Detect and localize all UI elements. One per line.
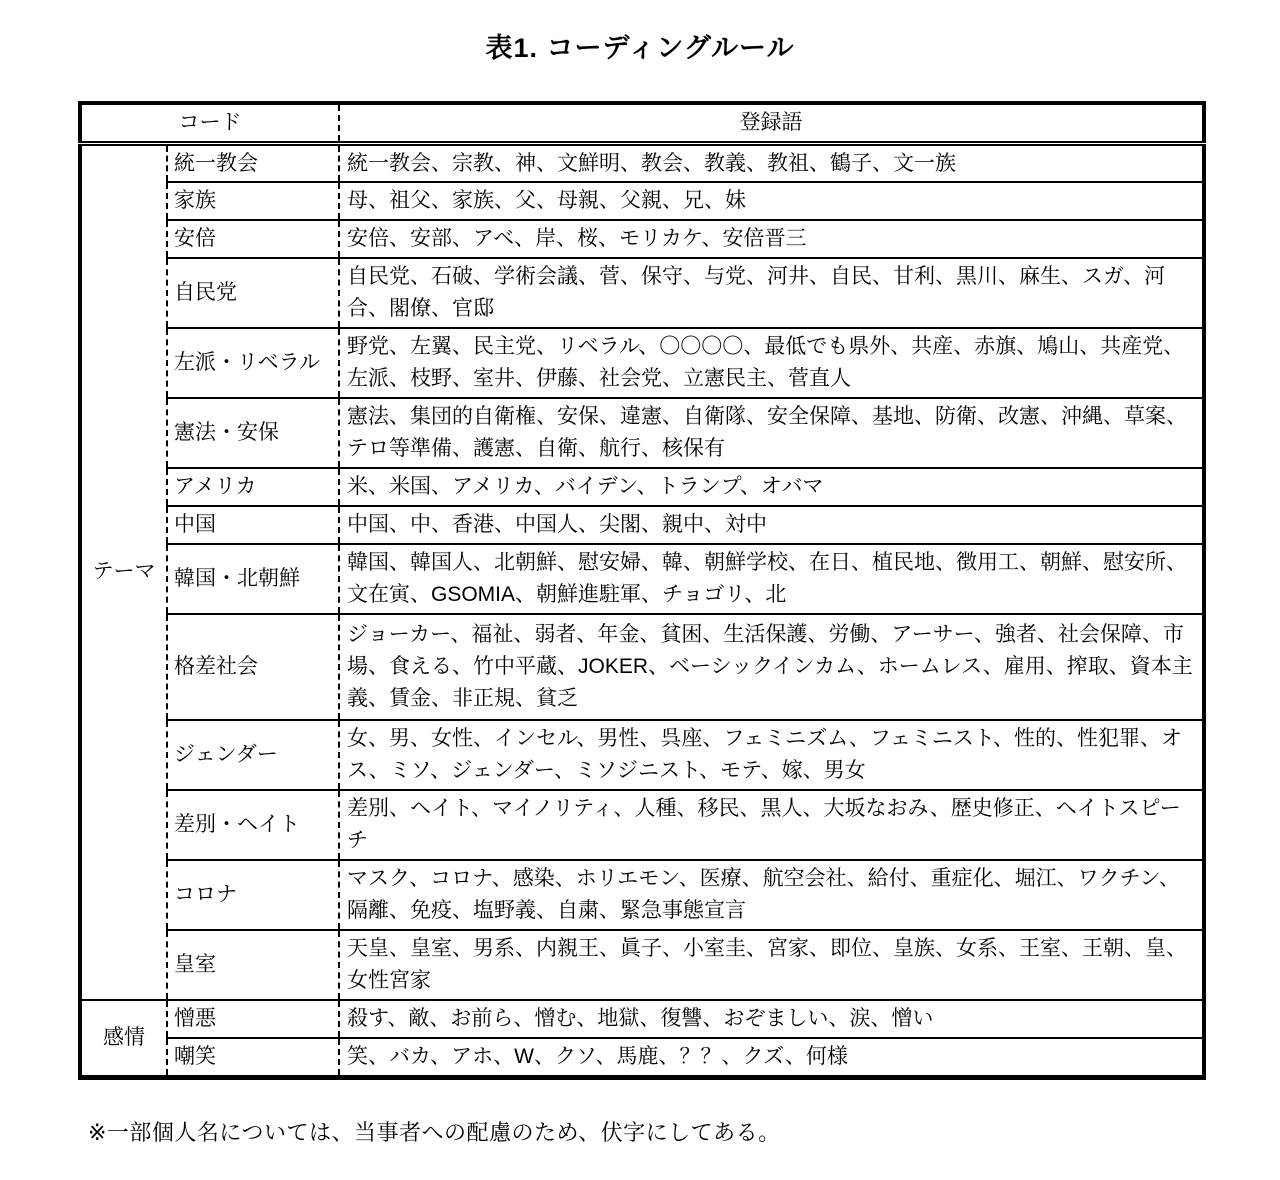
code-cell: 左派・リベラル bbox=[167, 328, 339, 398]
code-cell: 憲法・安保 bbox=[167, 398, 339, 468]
code-cell: 差別・ヘイト bbox=[167, 790, 339, 860]
group-label-emotion: 感情 bbox=[80, 1000, 167, 1077]
table-row bbox=[80, 544, 1204, 614]
header-row bbox=[80, 103, 1204, 143]
code-cell: コロナ bbox=[167, 860, 339, 930]
words-cell: 韓国、韓国人、北朝鮮、慰安婦、韓、朝鮮学校、在日、植民地、徴用工、朝鮮、慰安所、文在寅、GSOMIA、朝鮮進駐軍、チョゴリ、北 bbox=[339, 544, 1204, 614]
table-row bbox=[80, 1000, 1204, 1038]
code-cell: 統一教会 bbox=[167, 143, 339, 182]
words-cell: 笑、バカ、アホ、W、クソ、馬鹿、？？、クズ、何様 bbox=[339, 1038, 1204, 1077]
table-row bbox=[80, 398, 1204, 468]
table-row bbox=[80, 930, 1204, 1000]
code-cell: 中国 bbox=[167, 506, 339, 544]
table-row bbox=[80, 258, 1204, 328]
table-row bbox=[80, 860, 1204, 930]
header-words-cell: 登録語 bbox=[339, 103, 1204, 143]
words-cell: 殺す、敵、お前ら、憎む、地獄、復讐、おぞましい、涙、憎い bbox=[339, 1000, 1204, 1038]
code-cell: 韓国・北朝鮮 bbox=[167, 544, 339, 614]
table-row bbox=[80, 790, 1204, 860]
words-cell: 統一教会、宗教、神、文鮮明、教会、教義、教祖、鶴子、文一族 bbox=[339, 143, 1204, 182]
table-row bbox=[80, 220, 1204, 258]
table-row bbox=[80, 143, 1204, 182]
words-cell: 安倍、安部、アベ、岸、桜、モリカケ、安倍晋三 bbox=[339, 220, 1204, 258]
table-row bbox=[80, 614, 1204, 720]
table-header bbox=[80, 103, 1204, 143]
code-cell: 皇室 bbox=[167, 930, 339, 1000]
table-row bbox=[80, 506, 1204, 544]
table-row bbox=[80, 182, 1204, 220]
code-cell: アメリカ bbox=[167, 468, 339, 506]
words-cell: ジョーカー、福祉、弱者、年金、貧困、生活保護、労働、アーサー、強者、社会保障、市場、食える、竹中平蔵、JOKER、ベーシックインカム、ホームレス、雇用、搾取、資本主義、賃金、非正規、貧乏 bbox=[339, 614, 1204, 720]
code-cell: 憎悪 bbox=[167, 1000, 339, 1038]
words-cell: 憲法、集団的自衛権、安保、違憲、自衛隊、安全保障、基地、防衛、改憲、沖縄、草案、テロ等準備、護憲、自衛、航行、核保有 bbox=[339, 398, 1204, 468]
words-cell: 中国、中、香港、中国人、尖閣、親中、対中 bbox=[339, 506, 1204, 544]
words-cell: 差別、ヘイト、マイノリティ、人種、移民、黒人、大坂なおみ、歴史修正、ヘイトスピーチ bbox=[339, 790, 1204, 860]
page bbox=[0, 26, 1280, 1180]
code-cell: 格差社会 bbox=[167, 614, 339, 720]
words-cell: 女、男、女性、インセル、男性、呉座、フェミニズム、フェミニスト、性的、性犯罪、オス、ミソ、ジェンダー、ミソジニスト、モテ、嫁、男女 bbox=[339, 720, 1204, 790]
table-row bbox=[80, 468, 1204, 506]
header-code-cell: コード bbox=[80, 103, 339, 143]
words-cell: 自民党、石破、学術会議、菅、保守、与党、河井、自民、甘利、黒川、麻生、スガ、河合、閣僚、官邸 bbox=[339, 258, 1204, 328]
table-row bbox=[80, 720, 1204, 790]
table-row bbox=[80, 328, 1204, 398]
words-cell: マスク、コロナ、感染、ホリエモン、医療、航空会社、給付、重症化、堀江、ワクチン、隔離、免疫、塩野義、自粛、緊急事態宣言 bbox=[339, 860, 1204, 930]
table-body bbox=[80, 143, 1204, 1077]
code-cell: 自民党 bbox=[167, 258, 339, 328]
code-cell: 嘲笑 bbox=[167, 1038, 339, 1077]
coding-rules-table bbox=[78, 101, 1206, 1080]
words-cell: 天皇、皇室、男系、内親王、眞子、小室圭、宮家、即位、皇族、女系、王室、王朝、皇、女性宮家 bbox=[339, 930, 1204, 1000]
table-row bbox=[80, 1038, 1204, 1077]
code-cell: ジェンダー bbox=[167, 720, 339, 790]
footnote: ※一部個人名については、当事者への配慮のため、伏字にしてある。 bbox=[88, 1119, 781, 1145]
group-label-theme: テーマ bbox=[80, 143, 167, 1000]
table-title: 表1. コーディングルール bbox=[485, 33, 795, 63]
words-cell: 母、祖父、家族、父、母親、父親、兄、妹 bbox=[339, 182, 1204, 220]
words-cell: 米、米国、アメリカ、バイデン、トランプ、オバマ bbox=[339, 468, 1204, 506]
code-cell: 安倍 bbox=[167, 220, 339, 258]
words-cell: 野党、左翼、民主党、リベラル、〇〇〇〇、最低でも県外、共産、赤旗、鳩山、共産党、左派、枝野、室井、伊藤、社会党、立憲民主、菅直人 bbox=[339, 328, 1204, 398]
code-cell: 家族 bbox=[167, 182, 339, 220]
